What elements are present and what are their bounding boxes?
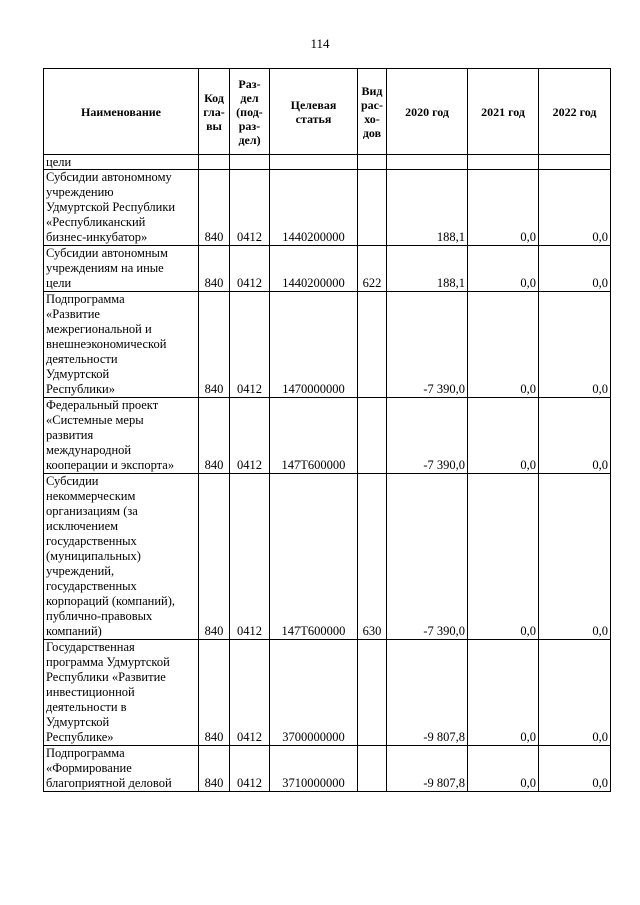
cell-name: Подпрограмма «Развитие межрегиональной и внешнеэкономической деятельности Удмуртской Республики»	[44, 292, 199, 398]
cell-target: 147Т600000	[270, 474, 358, 640]
cell-expense: 630	[358, 474, 387, 640]
cell-y2022: 0,0	[539, 398, 611, 474]
cell-y2021: 0,0	[468, 474, 539, 640]
cell-section: 0412	[230, 398, 270, 474]
table-row	[44, 746, 611, 792]
header-section: Раз- дел (под- раз- дел)	[230, 69, 270, 155]
table-row	[44, 246, 611, 292]
cell-name: Субсидии автономному учреждению Удмуртской Республики «Республиканский бизнес-инкубатор»	[44, 170, 199, 246]
cell-y2021: 0,0	[468, 640, 539, 746]
table-row	[44, 474, 611, 640]
cell-section: 0412	[230, 246, 270, 292]
cell-name: Федеральный проект «Системные меры развития международной кооперации и экспорта»	[44, 398, 199, 474]
header-2020: 2020 год	[387, 69, 468, 155]
cell-y2020: 188,1	[387, 246, 468, 292]
cell-expense	[358, 155, 387, 170]
cell-target: 147Т600000	[270, 398, 358, 474]
cell-expense	[358, 292, 387, 398]
cell-target: 1470000000	[270, 292, 358, 398]
cell-section: 0412	[230, 640, 270, 746]
cell-y2022: 0,0	[539, 640, 611, 746]
cell-section: 0412	[230, 746, 270, 792]
cell-y2022: 0,0	[539, 474, 611, 640]
cell-chapter: 840	[199, 746, 230, 792]
cell-y2022: 0,0	[539, 292, 611, 398]
header-target: Целевая статья	[270, 69, 358, 155]
cell-chapter: 840	[199, 292, 230, 398]
cell-y2020: -7 390,0	[387, 398, 468, 474]
cell-y2021	[468, 155, 539, 170]
cell-chapter: 840	[199, 474, 230, 640]
cell-expense	[358, 170, 387, 246]
cell-y2021: 0,0	[468, 746, 539, 792]
page-number: 114	[310, 36, 330, 51]
cell-y2020	[387, 155, 468, 170]
cell-name: цели	[44, 155, 199, 170]
table-row	[44, 170, 611, 246]
cell-y2020: -9 807,8	[387, 640, 468, 746]
cell-section: 0412	[230, 474, 270, 640]
cell-target	[270, 155, 358, 170]
cell-name: Государственная программа Удмуртской Республики «Развитие инвестиционной деятельности в Удмуртской Республике»	[44, 640, 199, 746]
budget-table	[43, 68, 611, 792]
cell-y2020: -7 390,0	[387, 474, 468, 640]
cell-expense	[358, 746, 387, 792]
table-row	[44, 398, 611, 474]
cell-chapter: 840	[199, 246, 230, 292]
cell-chapter: 840	[199, 170, 230, 246]
cell-target: 1440200000	[270, 246, 358, 292]
cell-section: 0412	[230, 292, 270, 398]
cell-y2021: 0,0	[468, 170, 539, 246]
cell-chapter: 840	[199, 398, 230, 474]
table-row	[44, 292, 611, 398]
cell-y2021: 0,0	[468, 292, 539, 398]
cell-y2020: -7 390,0	[387, 292, 468, 398]
cell-y2021: 0,0	[468, 398, 539, 474]
cell-chapter	[199, 155, 230, 170]
cell-expense	[358, 398, 387, 474]
cell-y2020: -9 807,8	[387, 746, 468, 792]
cell-name: Субсидии автономным учреждениям на иные цели	[44, 246, 199, 292]
cell-expense	[358, 640, 387, 746]
cell-y2020: 188,1	[387, 170, 468, 246]
cell-section: 0412	[230, 170, 270, 246]
cell-name: Подпрограмма «Формирование благоприятной деловой	[44, 746, 199, 792]
header-chapter: Код гла- вы	[199, 69, 230, 155]
table-row	[44, 640, 611, 746]
header-2021: 2021 год	[468, 69, 539, 155]
cell-target: 1440200000	[270, 170, 358, 246]
cell-y2022: 0,0	[539, 746, 611, 792]
cell-expense: 622	[358, 246, 387, 292]
cell-y2021: 0,0	[468, 246, 539, 292]
cell-y2022: 0,0	[539, 246, 611, 292]
cell-target: 3700000000	[270, 640, 358, 746]
cell-chapter: 840	[199, 640, 230, 746]
header-expense: Вид рас- хо- дов	[358, 69, 387, 155]
header-row	[44, 69, 611, 155]
cell-y2022: 0,0	[539, 170, 611, 246]
header-2022: 2022 год	[539, 69, 611, 155]
table-row	[44, 155, 611, 170]
header-name: Наименование	[44, 69, 199, 155]
cell-y2022	[539, 155, 611, 170]
cell-section	[230, 155, 270, 170]
cell-target: 3710000000	[270, 746, 358, 792]
cell-name: Субсидии некоммерческим организациям (за исключением государственных (муниципальных) учреждений, государственных корпораций (компаний), публично-правовых компаний)	[44, 474, 199, 640]
